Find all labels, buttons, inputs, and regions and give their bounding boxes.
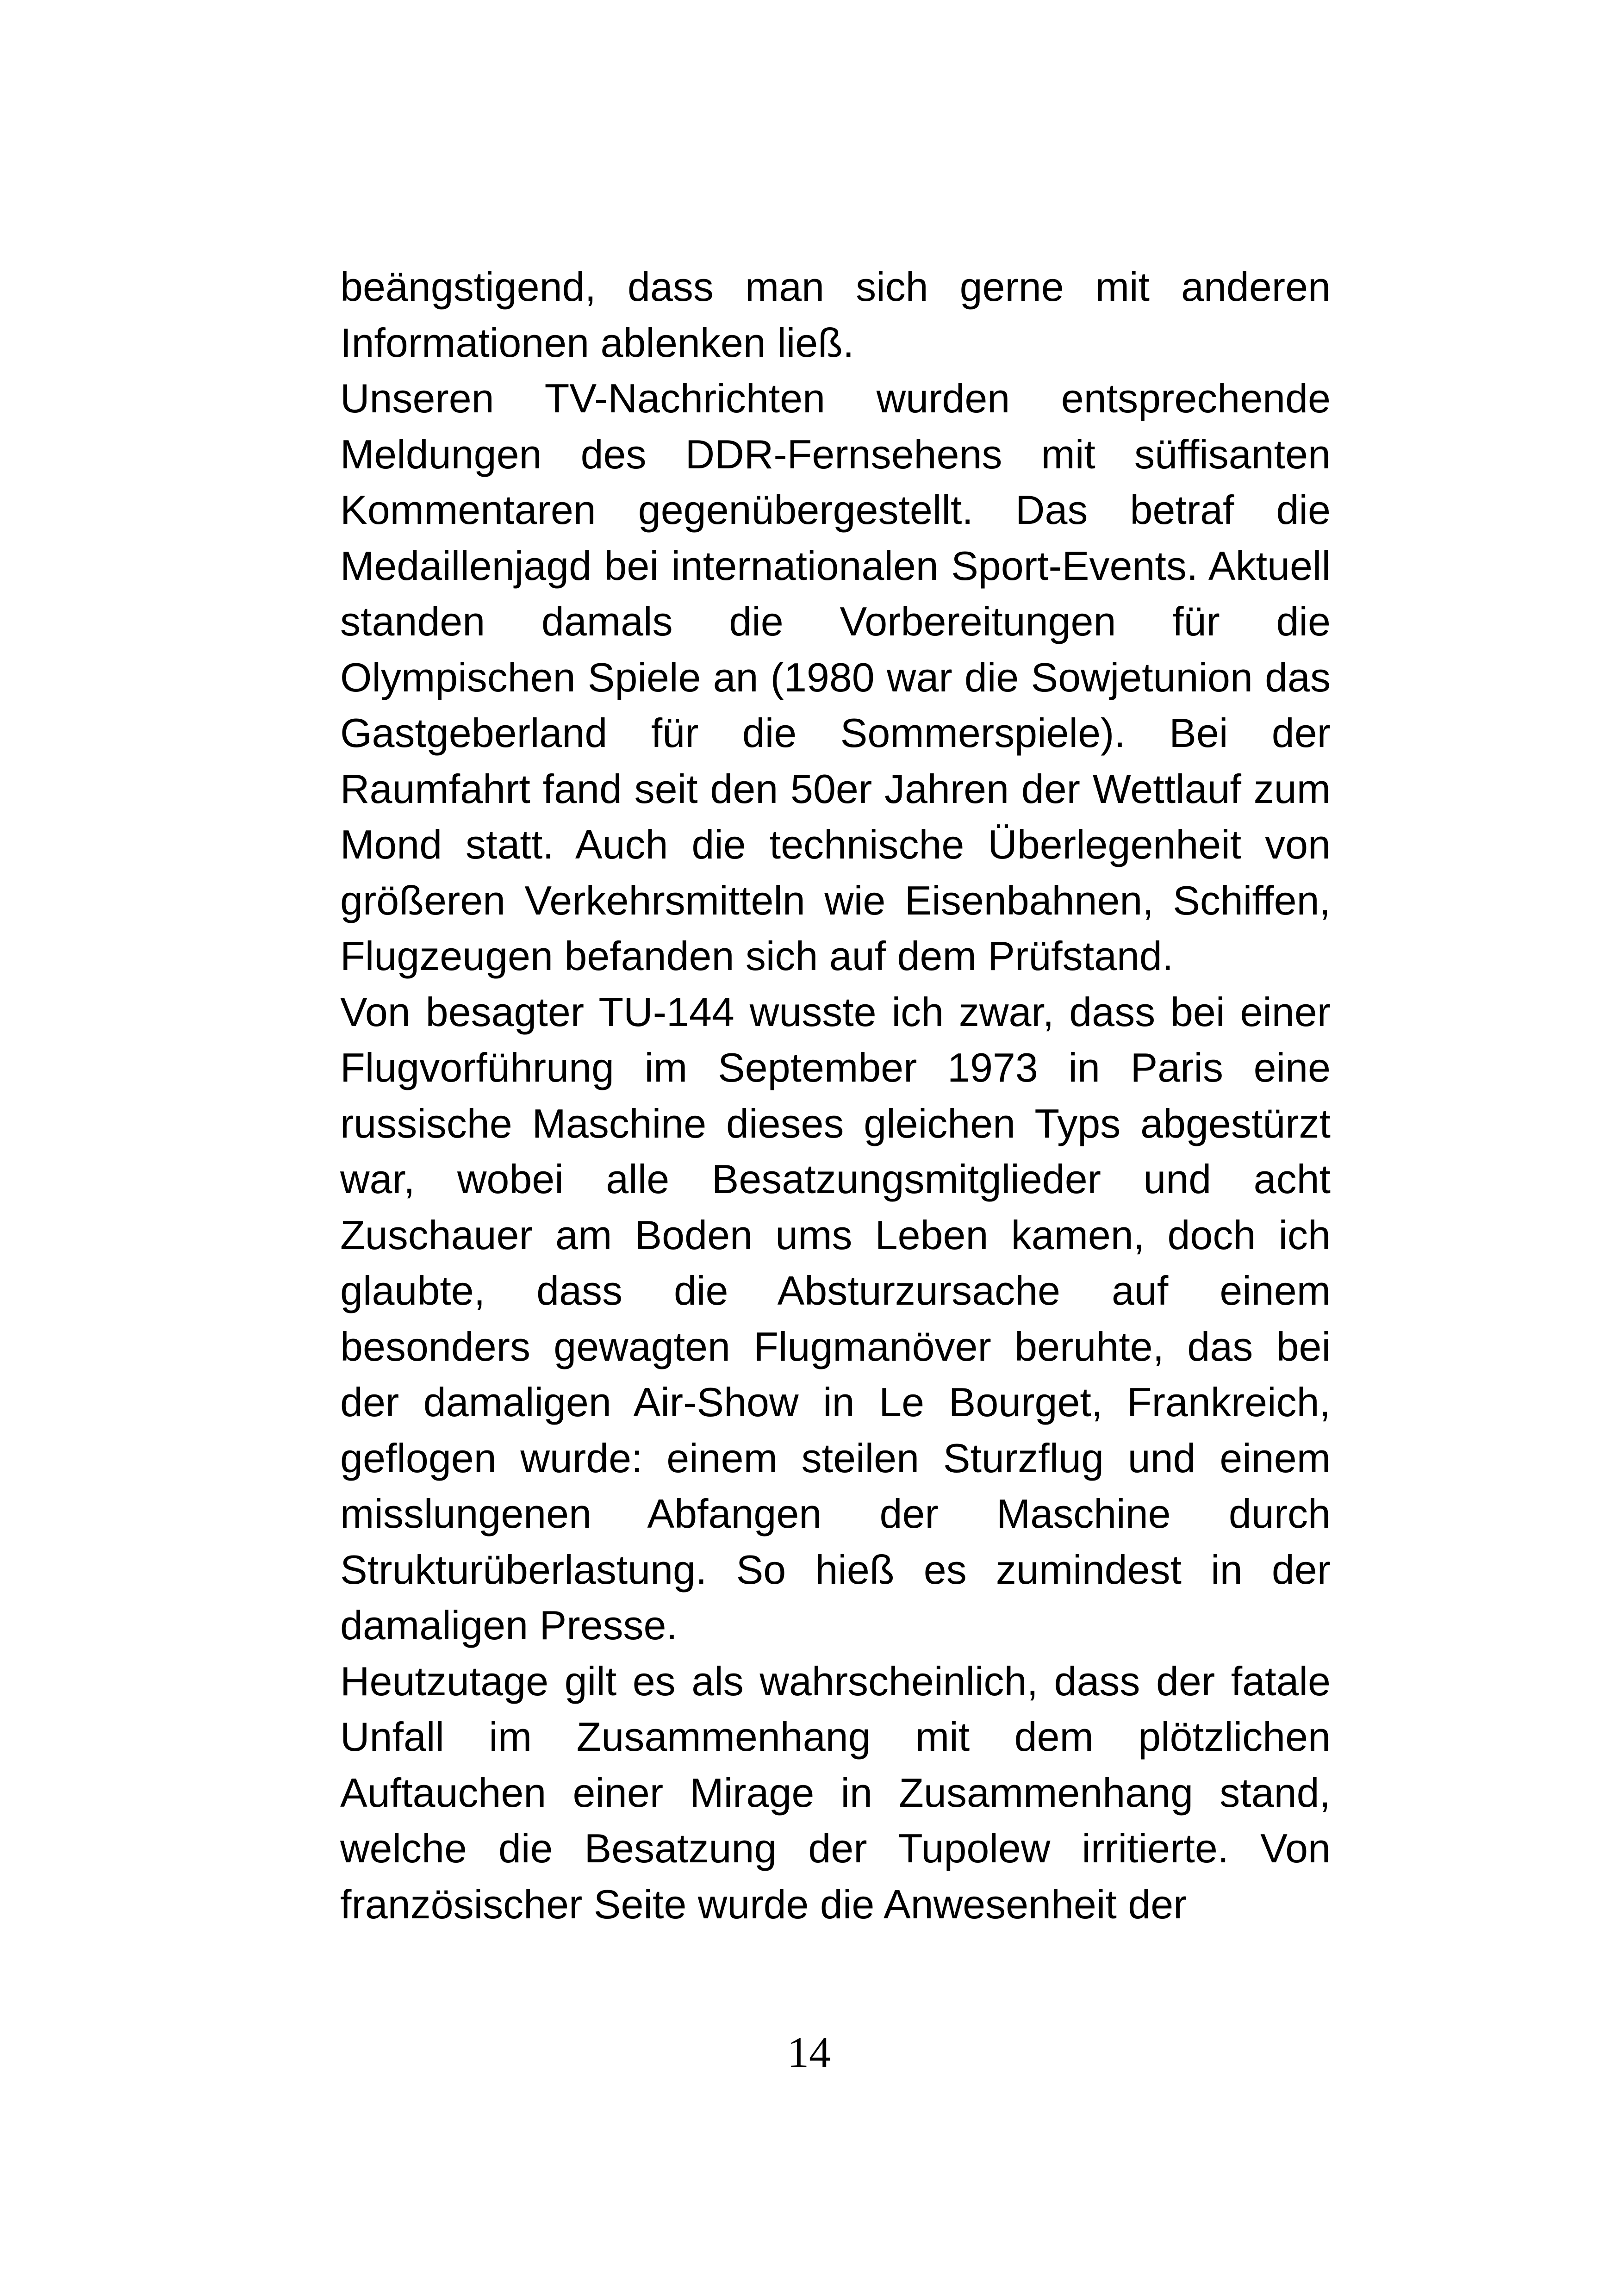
paragraph-1: beängstigend, dass man sich gerne mit anderen Informationen ablenken ließ. xyxy=(340,264,1331,366)
page-number: 14 xyxy=(787,2028,831,2077)
paragraph-2: Unseren TV-Nachrichten wurden entsprechende Meldungen des DDR-Fernsehens mit süffisanten Kommentaren gegenübergestellt. Das betraf die Medaillenjagd bei internationalen Sport-Events. Aktuell standen damals die Vorbereitungen für die Olympischen Spiele an (1980 war die Sowjetunion das Gastgeberland für die Sommerspiele). Bei der Raumfahrt fand seit den 50er Jahren der Wettlauf zum Mond statt. Auch die technische Überlegenheit von größeren Verkehrsmitteln wie Eisenbahnen, Schiffen, Flugzeugen befanden sich auf dem Prüfstand. xyxy=(340,375,1331,979)
paragraph-4: Heutzutage gilt es als wahrscheinlich, dass der fatale Unfall im Zusammenhang mit dem plötzlichen Auftauchen einer Mirage in Zusammenhang stand, welche die Besatzung der Tupolew irritierte. Von französischer Seite wurde die Anwesenheit der xyxy=(340,1658,1331,1927)
body-text xyxy=(340,259,1331,1932)
paragraph-3: Von besagter TU-144 wusste ich zwar, dass bei einer Flugvorführung im September 1973 in Paris eine russische Maschine dieses gleichen Typs abgestürzt war, wobei alle Besatzungsmitglieder und acht Zuschauer am Boden ums Leben kamen, doch ich glaubte, dass die Absturzursache auf einem besonders gewagten Flugmanöver beruhte, das bei der damaligen Air-Show in Le Bourget, Frankreich, geflogen wurde: einem steilen Sturzflug und einem misslungenen Abfangen der Maschine durch Strukturüberlastung. So hieß es zumindest in der damaligen Presse. xyxy=(340,989,1331,1648)
